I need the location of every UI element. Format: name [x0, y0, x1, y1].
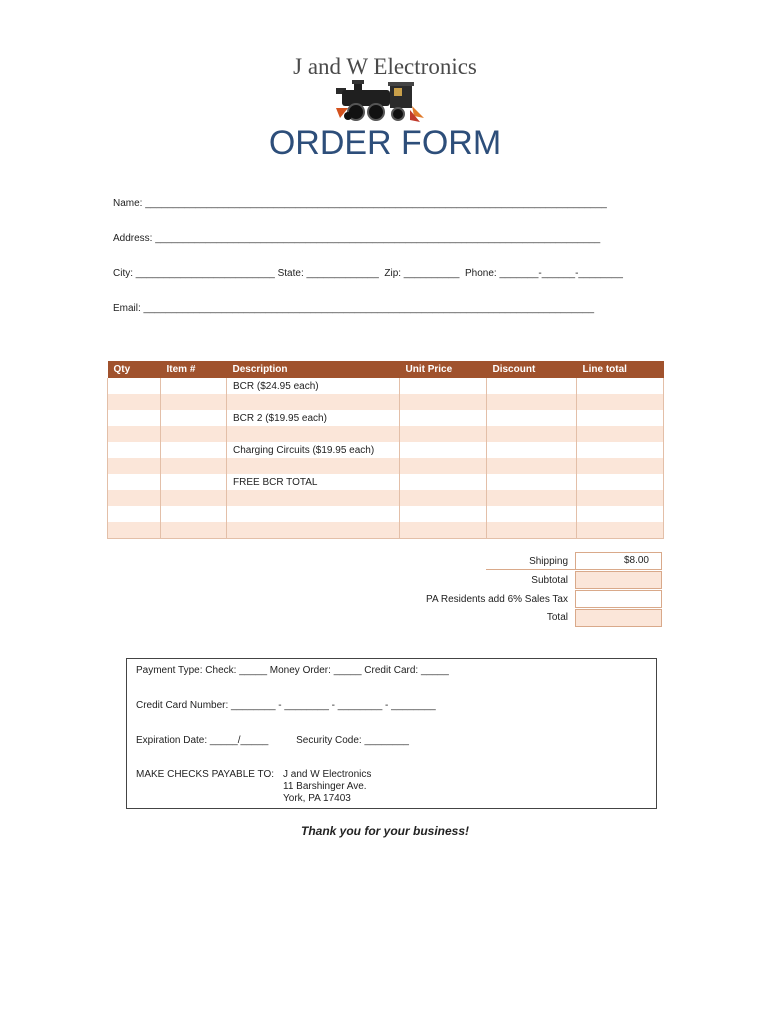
table-row — [108, 474, 664, 490]
description-cell: FREE BCR TOTAL — [227, 474, 400, 490]
discount-cell[interactable] — [487, 458, 577, 474]
line-total-cell[interactable] — [577, 442, 664, 458]
expiration-security-field[interactable]: Expiration Date: _____/_____ Security Code: ________ — [136, 735, 409, 746]
payment-box — [126, 658, 657, 809]
discount-cell[interactable] — [487, 442, 577, 458]
total-label: Total — [546, 612, 568, 623]
shipping-underline — [486, 569, 576, 570]
unit-price-cell[interactable] — [400, 410, 487, 426]
item-cell[interactable] — [161, 458, 227, 474]
unit-price-cell[interactable] — [400, 394, 487, 410]
line-total-cell[interactable] — [577, 378, 664, 394]
description-cell: BCR ($24.95 each) — [227, 378, 400, 394]
line-total-cell[interactable] — [577, 474, 664, 490]
column-header-line-total: Line total — [577, 361, 664, 378]
shipping-value: $8.00 — [575, 552, 662, 570]
discount-cell[interactable] — [487, 378, 577, 394]
line-total-cell[interactable] — [577, 410, 664, 426]
credit-card-number-field[interactable]: Credit Card Number: ________ - ________ - ________ - ________ — [136, 700, 436, 711]
unit-price-cell[interactable] — [400, 522, 487, 539]
unit-price-cell[interactable] — [400, 442, 487, 458]
table-row — [108, 506, 664, 522]
unit-price-cell[interactable] — [400, 458, 487, 474]
column-header-item: Item # — [161, 361, 227, 378]
qty-cell[interactable] — [108, 442, 161, 458]
table-header-row — [108, 361, 664, 378]
sales-tax-label: PA Residents add 6% Sales Tax — [426, 594, 568, 605]
order-items-table — [107, 361, 664, 539]
description-cell — [227, 522, 400, 539]
description-cell: Charging Circuits ($19.95 each) — [227, 442, 400, 458]
unit-price-cell[interactable] — [400, 426, 487, 442]
line-total-cell[interactable] — [577, 426, 664, 442]
payment-type-field[interactable]: Payment Type: Check: _____ Money Order: _____ Credit Card: _____ — [136, 665, 449, 676]
address-field[interactable]: Address: ________________________________________________________________________________ — [113, 233, 601, 244]
page-title: ORDER FORM — [268, 124, 502, 162]
subtotal-label: Subtotal — [531, 575, 568, 586]
payable-to-label: MAKE CHECKS PAYABLE TO: — [136, 769, 275, 780]
table-row — [108, 410, 664, 426]
qty-cell[interactable] — [108, 410, 161, 426]
subtotal-field[interactable] — [575, 571, 662, 589]
qty-cell[interactable] — [108, 490, 161, 506]
item-cell[interactable] — [161, 442, 227, 458]
description-cell — [227, 490, 400, 506]
train-icon — [334, 78, 426, 124]
thank-you-message: Thank you for your business! — [300, 824, 470, 838]
company-name: J and W Electronics — [293, 54, 477, 79]
discount-cell[interactable] — [487, 522, 577, 539]
qty-cell[interactable] — [108, 378, 161, 394]
discount-cell[interactable] — [487, 410, 577, 426]
line-total-cell[interactable] — [577, 490, 664, 506]
line-total-cell[interactable] — [577, 506, 664, 522]
table-row — [108, 378, 664, 394]
qty-cell[interactable] — [108, 458, 161, 474]
table-row — [108, 394, 664, 410]
payable-street: 11 Barshinger Ave. — [283, 781, 367, 792]
table-row — [108, 426, 664, 442]
discount-cell[interactable] — [487, 474, 577, 490]
unit-price-cell[interactable] — [400, 378, 487, 394]
table-row — [108, 490, 664, 506]
line-total-cell[interactable] — [577, 458, 664, 474]
email-field[interactable]: Email: _________________________________________________________________________________ — [113, 303, 595, 314]
column-header-discount: Discount — [487, 361, 577, 378]
description-cell — [227, 506, 400, 522]
line-total-cell[interactable] — [577, 394, 664, 410]
sales-tax-field[interactable] — [575, 590, 662, 608]
discount-cell[interactable] — [487, 426, 577, 442]
total-field[interactable] — [575, 609, 662, 627]
description-cell — [227, 394, 400, 410]
item-cell[interactable] — [161, 474, 227, 490]
name-field[interactable]: Name: ___________________________________________________________________________________ — [113, 198, 607, 209]
item-cell[interactable] — [161, 506, 227, 522]
unit-price-cell[interactable] — [400, 506, 487, 522]
discount-cell[interactable] — [487, 490, 577, 506]
column-header-description: Description — [227, 361, 400, 378]
qty-cell[interactable] — [108, 394, 161, 410]
payable-city: York, PA 17403 — [283, 793, 351, 804]
discount-cell[interactable] — [487, 394, 577, 410]
item-cell[interactable] — [161, 490, 227, 506]
column-header-qty: Qty — [108, 361, 161, 378]
qty-cell[interactable] — [108, 426, 161, 442]
column-header-unit-price: Unit Price — [400, 361, 487, 378]
item-cell[interactable] — [161, 410, 227, 426]
unit-price-cell[interactable] — [400, 474, 487, 490]
table-row — [108, 522, 664, 539]
description-cell: BCR 2 ($19.95 each) — [227, 410, 400, 426]
unit-price-cell[interactable] — [400, 490, 487, 506]
qty-cell[interactable] — [108, 474, 161, 490]
qty-cell[interactable] — [108, 522, 161, 539]
line-total-cell[interactable] — [577, 522, 664, 539]
table-row — [108, 442, 664, 458]
discount-cell[interactable] — [487, 506, 577, 522]
table-row — [108, 458, 664, 474]
item-cell[interactable] — [161, 522, 227, 539]
item-cell[interactable] — [161, 394, 227, 410]
item-cell[interactable] — [161, 426, 227, 442]
city-state-zip-phone-field[interactable]: City: _________________________ State: _____________ Zip: __________ Phone: _______-______-________ — [113, 268, 623, 279]
description-cell — [227, 458, 400, 474]
shipping-label: Shipping — [529, 556, 568, 567]
item-cell[interactable] — [161, 378, 227, 394]
description-cell — [227, 426, 400, 442]
payable-name: J and W Electronics — [283, 769, 372, 780]
qty-cell[interactable] — [108, 506, 161, 522]
